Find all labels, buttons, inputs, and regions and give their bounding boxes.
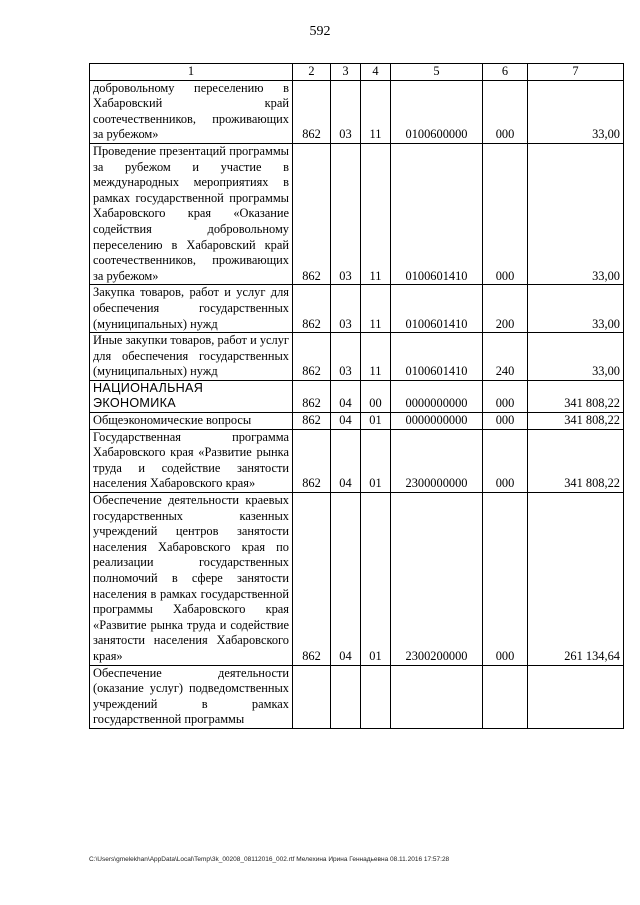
section-code-cell: 03 — [331, 333, 361, 381]
subsection-code-cell: 11 — [361, 333, 391, 381]
table-row — [90, 429, 624, 492]
target-item-cell: 0100601410 — [391, 333, 483, 381]
expense-type-cell: 000 — [483, 143, 528, 284]
table-row — [90, 333, 624, 381]
target-item-cell — [391, 665, 483, 728]
amount-cell — [528, 665, 624, 728]
ministry-code-cell: 862 — [293, 380, 331, 412]
section-code-cell: 03 — [331, 285, 361, 333]
amount-cell: 33,00 — [528, 285, 624, 333]
section-code-cell: 04 — [331, 413, 361, 430]
target-item-cell: 0100601410 — [391, 285, 483, 333]
item-name-cell: Обеспечение деятельности (оказание услуг) подведомственных учреждений в рамках государственной программы — [90, 665, 293, 728]
subsection-code-cell: 11 — [361, 143, 391, 284]
section-code-cell — [331, 665, 361, 728]
subsection-code-cell: 00 — [361, 380, 391, 412]
table-header-row — [90, 64, 624, 81]
table-row — [90, 285, 624, 333]
column-header: 2 — [293, 64, 331, 81]
amount-cell: 341 808,22 — [528, 429, 624, 492]
subsection-code-cell: 01 — [361, 429, 391, 492]
subsection-code-cell: 11 — [361, 80, 391, 143]
ministry-code-cell: 862 — [293, 429, 331, 492]
table-row — [90, 665, 624, 728]
table-row — [90, 80, 624, 143]
subsection-code-cell: 11 — [361, 285, 391, 333]
ministry-code-cell: 862 — [293, 333, 331, 381]
item-name-cell: Обеспечение деятельности краевых государственных казенных учреждений центров занятости населения Хабаровского края по реализации государственных полномочий в сфере занятости населения в рамках государственной программы Хабаровского края «Развитие рынка труда и содействие занятости населения Хабаровского края» — [90, 493, 293, 666]
column-header: 7 — [528, 64, 624, 81]
expense-type-cell: 240 — [483, 333, 528, 381]
target-item-cell: 0100600000 — [391, 80, 483, 143]
amount-cell: 341 808,22 — [528, 413, 624, 430]
target-item-cell: 2300200000 — [391, 493, 483, 666]
subsection-code-cell: 01 — [361, 493, 391, 666]
amount-cell: 261 134,64 — [528, 493, 624, 666]
item-name-cell: Общеэкономические вопросы — [90, 413, 293, 430]
expense-type-cell: 200 — [483, 285, 528, 333]
target-item-cell: 0000000000 — [391, 413, 483, 430]
target-item-cell: 0000000000 — [391, 380, 483, 412]
table-row — [90, 493, 624, 666]
ministry-code-cell: 862 — [293, 413, 331, 430]
table-row — [90, 413, 624, 430]
section-code-cell: 04 — [331, 493, 361, 666]
expense-type-cell — [483, 665, 528, 728]
table-row — [90, 143, 624, 284]
expense-type-cell: 000 — [483, 493, 528, 666]
budget-table — [89, 63, 624, 729]
item-name-cell: НАЦИОНАЛЬНАЯ ЭКОНОМИКА — [90, 380, 293, 412]
page-number: 592 — [309, 24, 331, 39]
column-header: 4 — [361, 64, 391, 81]
expense-type-cell: 000 — [483, 413, 528, 430]
column-header: 6 — [483, 64, 528, 81]
column-header: 5 — [391, 64, 483, 81]
amount-cell: 341 808,22 — [528, 380, 624, 412]
expense-type-cell: 000 — [483, 429, 528, 492]
ministry-code-cell: 862 — [293, 493, 331, 666]
subsection-code-cell: 01 — [361, 413, 391, 430]
column-header: 3 — [331, 64, 361, 81]
ministry-code-cell: 862 — [293, 285, 331, 333]
amount-cell: 33,00 — [528, 143, 624, 284]
expense-type-cell: 000 — [483, 380, 528, 412]
subsection-code-cell — [361, 665, 391, 728]
item-name-cell: Иные закупки товаров, работ и услуг для обеспечения государственных (муниципальных) нужд — [90, 333, 293, 381]
item-name-cell: Государственная программа Хабаровского края «Развитие рынка труда и содействие занятости населения Хабаровского края» — [90, 429, 293, 492]
item-name-cell: Проведение презентаций программы за рубежом и участие в международных мероприятиях в рамках государственной программы Хабаровского края «Оказание содействия добровольному переселению в Хабаровский край соотечественников, проживающих за рубежом» — [90, 143, 293, 284]
ministry-code-cell: 862 — [293, 143, 331, 284]
ministry-code-cell: 862 — [293, 80, 331, 143]
table-row — [90, 380, 624, 412]
amount-cell: 33,00 — [528, 80, 624, 143]
item-name-cell: Закупка товаров, работ и услуг для обеспечения государственных (муниципальных) нужд — [90, 285, 293, 333]
column-header: 1 — [90, 64, 293, 81]
expense-type-cell: 000 — [483, 80, 528, 143]
ministry-code-cell — [293, 665, 331, 728]
section-code-cell: 03 — [331, 143, 361, 284]
section-code-cell: 03 — [331, 80, 361, 143]
amount-cell: 33,00 — [528, 333, 624, 381]
target-item-cell: 2300000000 — [391, 429, 483, 492]
file-path-footer: C:\Users\gmelekhan\AppData\Local\Temp\3k_00208_08112016_002.rtf Мелехина Ирина Геннадьевна 08.11.2016 17:57:28 — [89, 856, 450, 863]
target-item-cell: 0100601410 — [391, 143, 483, 284]
section-code-cell: 04 — [331, 429, 361, 492]
item-name-cell: добровольному переселению в Хабаровский край соотечественников, проживающих за рубежом» — [90, 80, 293, 143]
section-code-cell: 04 — [331, 380, 361, 412]
